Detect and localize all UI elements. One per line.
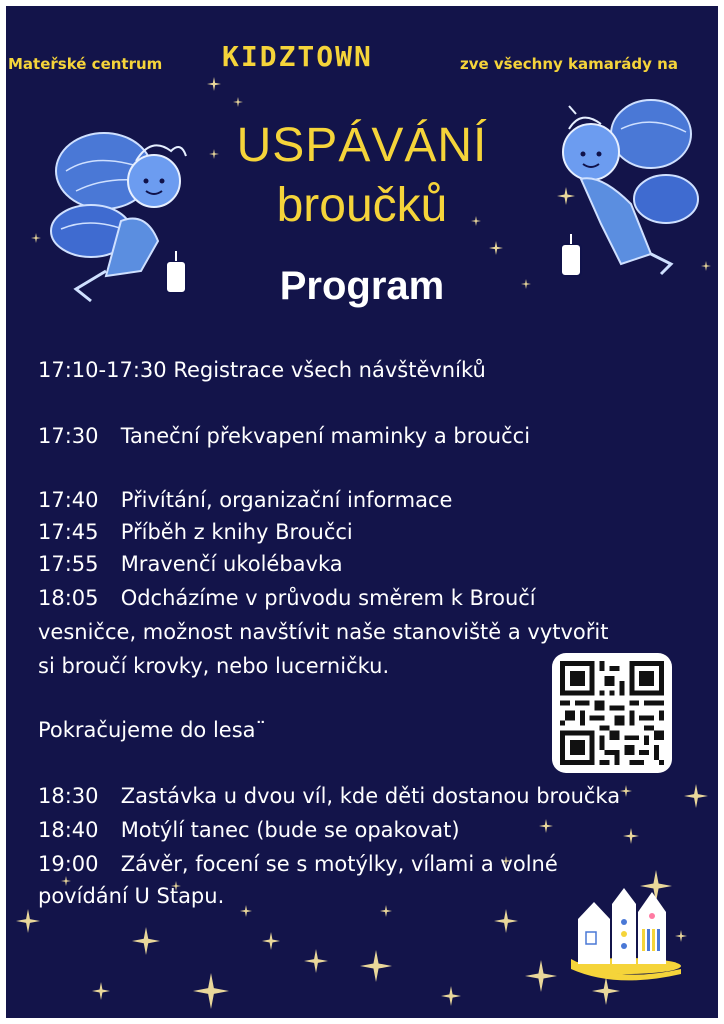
- schedule-time: 17:10-17:30: [38, 358, 167, 382]
- schedule-text-continued: si broučí krovky, nebo lucerničku.: [38, 654, 390, 678]
- village-logo-illustration: [566, 874, 686, 984]
- interlude-text: Pokračujeme do lesa¨: [38, 718, 267, 742]
- qr-code-icon: [560, 661, 664, 765]
- schedule-text-continued: vesničce, možnost navštívit naše stanoviště a vytvořit: [38, 620, 609, 644]
- schedule-item: [38, 818, 460, 842]
- event-title-line2: broučků: [276, 179, 448, 232]
- schedule-time: 18:05: [38, 586, 99, 610]
- schedule-item: [38, 552, 343, 576]
- schedule-text: Přivítání, organizační informace: [120, 488, 453, 512]
- schedule-time: 19:00: [38, 852, 99, 876]
- header-intro: Mateřské centrum: [8, 55, 163, 73]
- qr-code[interactable]: [552, 653, 672, 773]
- schedule-time: 17:55: [38, 552, 99, 576]
- schedule-item: [38, 358, 486, 382]
- schedule-text: Taneční překvapení maminky a broučci: [120, 424, 531, 448]
- schedule-item: [38, 852, 558, 876]
- schedule-text: Mravenčí ukolébavka: [120, 552, 343, 576]
- schedule-time: 17:45: [38, 520, 99, 544]
- schedule-item: [38, 520, 353, 544]
- schedule-time: 17:40: [38, 488, 99, 512]
- brand-name: KIDZTOWN: [222, 40, 373, 73]
- schedule-time: 18:40: [38, 818, 99, 842]
- program-heading: Program: [279, 264, 445, 308]
- schedule-item: [38, 488, 452, 512]
- schedule-text: Registrace všech návštěvníků: [173, 358, 486, 382]
- schedule-item: [38, 424, 530, 448]
- schedule-time: 17:30: [38, 424, 99, 448]
- header-invite: zve všechny kamarády na: [460, 55, 678, 73]
- schedule-text: Příběh z knihy Broučci: [120, 520, 353, 544]
- schedule-time: 18:30: [38, 784, 99, 808]
- schedule-text: Odcházíme v průvodu směrem k Broučí: [120, 586, 536, 610]
- schedule-text-continued: povídání U Stapu.: [38, 884, 225, 908]
- schedule-text: Závěr, focení se s motýlky, vílami a volné: [120, 852, 558, 876]
- schedule-text: Zastávka u dvou víl, kde děti dostanou broučka: [120, 784, 621, 808]
- schedule-item: [38, 784, 620, 808]
- event-title-line1: USPÁVÁNÍ: [236, 119, 488, 172]
- schedule-item: [38, 586, 536, 610]
- poster: [6, 6, 718, 1018]
- schedule-text: Motýlí tanec (bude se opakovat): [120, 818, 460, 842]
